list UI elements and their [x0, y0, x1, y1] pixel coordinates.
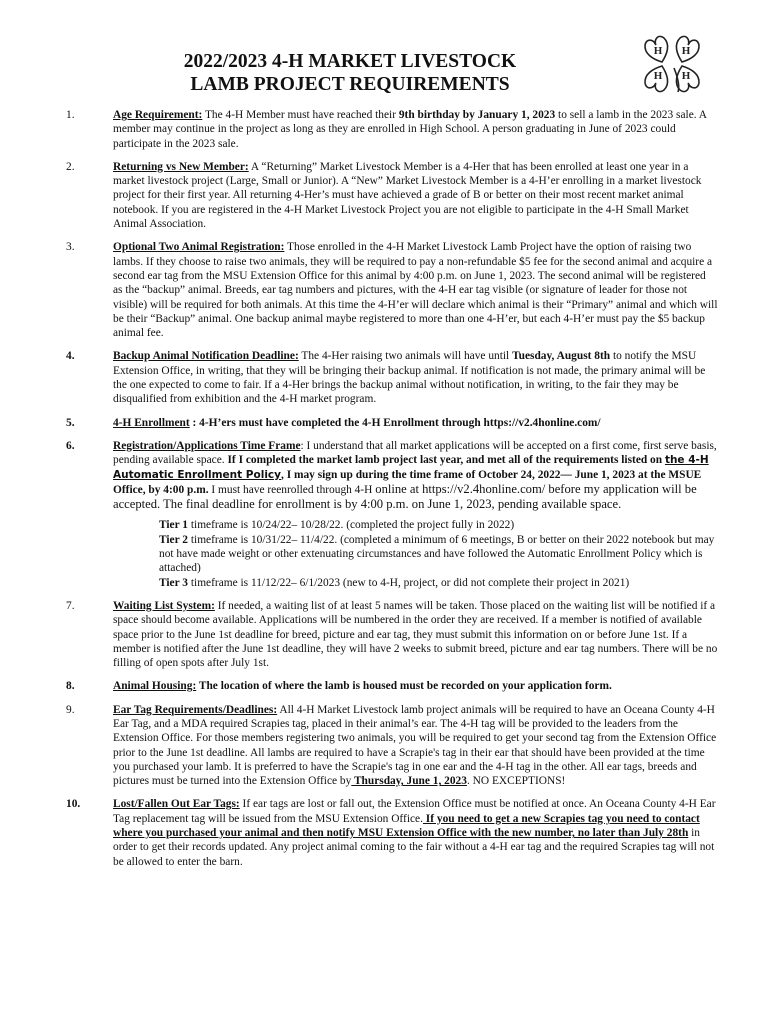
tier-1 — [159, 518, 718, 532]
tier-label: Tier 3 — [159, 576, 189, 589]
item-text-bold-underlined: If you need to get a new Scrapies tag you need to contact where you purchased your animal and then notify MSU Extension Office with the new number, no later than July 28th — [113, 812, 700, 840]
item-text: The 4-H Member must have reached their — [202, 109, 399, 121]
item-text: A “Returning” Market Livestock Member is a 4-Her that has been enrolled at least one year in a market livestock project (Large, Small or Junior). A “New” Market Livestock Member is a 4-H’er enrolling in a market livestock project for their first year. All returning 4-Her’s must have achieved a grade of B or better on their most recent market animal notebook. If you are registered in the 4-H Market Livestock Project you are not eligible to participate in the 4-H Small Market Animal Association. — [113, 160, 702, 231]
item-heading: Optional Two Animal Registration: — [113, 241, 285, 254]
item-heading: Age Requirement: — [113, 109, 203, 121]
item-text-bold: : 4-H’ers must have completed the 4-H Enrollment through https://v2.4honline.com/ — [189, 416, 601, 429]
item-number: 3. — [66, 241, 75, 254]
item-text-bold: 9th birthday by January 1, 2023 — [398, 109, 556, 121]
item-text-bold: Tuesday, August 8th — [512, 350, 611, 363]
item-text: in order to get their records updated. Any project animal coming to the fair without a 4-H ear tag and the required Scrapies tag will not be allowed to enter the barn. — [113, 827, 715, 868]
item-text: Those enrolled in the 4-H Market Livestock Lamb Project have the option of raising two lambs. If they choose to raise two animals, they will be required to pay a non-refundable $5 fee for the second animal and acquire a second ear tag from the MSU Extension Office for this animal by 4:00 p.m. on June 1, 2023. The second animal will be registered as the “backup” animal. Breeds, ear tag numbers and pictures, with the 4-H ear tag visible (or signature of leader for those not visible) will be required for both animals. At this time the 4-H’er will declare which animal is their “Primary” animal and which will be their “Backup” animal. One backup animal maybe registered to more than one 4-H’er, but each 4-H’er must pay the $5 backup animal fee. — [113, 241, 718, 340]
item-number: 2. — [66, 160, 75, 173]
item-number: 9. — [66, 703, 75, 716]
tier-label: Tier 2 — [159, 533, 189, 546]
item-number: 6. — [66, 439, 75, 452]
item-text: to notify the MSU Extension Office, in writing, that they will be bringing their backup animal. If notification is not made, the primary animal will be the one expected to come to fair. If a 4-Her brings the backup animal without notification, in writing, to the fair they may be disqualified from exhibition and the 4-H market program. — [113, 350, 706, 406]
item-text: If ear tags are lost or fall out, the Extension Office must be notified at once. An Oceana County 4-H Ear Tag replacement tag will be issued from the MSU Extension Office. — [113, 798, 716, 825]
item-text: . NO EXCEPTIONS! — [466, 775, 566, 788]
tier-list — [159, 518, 718, 589]
item-text-bold: If I completed the market lamb project last year, and met all of the requirements listed on — [227, 454, 665, 467]
title-line-1: 2022/2023 4-H MARKET LIVESTOCK — [183, 51, 517, 72]
document-title — [150, 50, 550, 96]
item-number: 10. — [66, 798, 81, 811]
item-text-bold: , I may sign up during the time frame of October 24, 2022— June 1, 2023 at the MSUE Office, by 4:00 p.m. — [113, 468, 702, 496]
requirement-item-2 — [66, 160, 718, 231]
requirement-item-4 — [66, 349, 718, 406]
item-text: : I understand that all market applications will be accepted on a first come, first serve basis, pending available space. — [113, 439, 717, 467]
clover-letter-4: H — [681, 70, 691, 82]
item-text: If needed, a waiting list of at least 5 names will be taken. Those placed on the waiting list will be notified if a space should become available. Applications will be numbered in the order they are received. If a member is notified of available space prior to the June 1st deadline for breed, picture and ear tag, they must submit this information on or before June 1st. If a member is notified after the June 1st deadline, they will have 2 weeks to submit breed, picture and ear tag numbers. There will be no filling of open spots after July 1st. — [113, 599, 718, 670]
item-number: 7. — [66, 599, 75, 612]
item-number: 4. — [66, 350, 75, 363]
requirement-item-6 — [66, 439, 718, 590]
requirement-item-10 — [66, 797, 718, 868]
item-heading: Registration/Applications Time Frame — [113, 439, 301, 452]
item-text: to sell a lamb in the 2023 sale. A member may continue in the project as long as they are enrolled in High School. A person graduating in June of 2023 could participate in the 2023 sale. — [113, 109, 707, 150]
requirement-item-1 — [66, 108, 718, 151]
item-number: 8. — [66, 680, 75, 693]
item-heading: 4-H Enrollment — [113, 416, 190, 429]
tier-text: timeframe is 10/31/22– 11/4/22. (completed a minimum of 6 meetings, B or better on their 2022 notebook but may not have made weight or other extenuating circumstances and have followed the Automatic Enrollment Policy which is attached) — [159, 533, 715, 575]
requirement-item-5 — [66, 416, 718, 430]
requirement-item-7 — [66, 599, 718, 670]
item-number: 1. — [66, 109, 75, 121]
clover-letter-2: H — [681, 45, 691, 57]
automatic-enrollment-policy-link[interactable]: the 4-H Automatic Enrollment Policy — [113, 454, 709, 481]
item-heading: Lost/Fallen Out Ear Tags: — [113, 798, 240, 811]
item-heading: Ear Tag Requirements/Deadlines: — [113, 703, 278, 716]
item-number: 5. — [66, 416, 75, 429]
requirement-item-3 — [66, 240, 718, 340]
item-text: I must have reenrolled through 4-H — [208, 483, 373, 496]
requirement-item-9 — [66, 703, 718, 789]
requirement-item-8 — [66, 679, 718, 693]
tier-label: Tier 1 — [159, 519, 189, 532]
item-text-bold-underlined: Thursday, June 1, 2023 — [351, 775, 467, 788]
item-heading: Waiting List System: — [113, 599, 215, 612]
item-heading: Backup Animal Notification Deadline: — [113, 350, 299, 363]
tier-text: timeframe is 10/24/22– 10/28/22. (completed the project fully in 2022) — [188, 519, 515, 532]
4-h-clover-icon — [634, 34, 710, 94]
requirements-list — [66, 108, 718, 878]
item-text-bold: The location of where the lamb is housed must be recorded on your application form. — [196, 680, 612, 693]
tier-text: timeframe is 11/12/22– 6/1/2023 (new to 4-H, project, or did not complete their project in 2021) — [188, 576, 630, 589]
title-line-2: LAMB PROJECT REQUIREMENTS — [190, 74, 510, 95]
item-text: All 4-H Market Livestock lamb project animals will be required to have an Oceana County 4-H Ear Tag, and a MDA required Scrapies tag, placed in their animal’s ear. The 4-H tag will be provided to the leaders from the Extension Office. For those members registering two animals, you will be required to get your second tag from the Extension Office prior to the June 1st deadline. All lambs are required to have a Scrapie's tag in their ear that should have been provided at the time you purchased your lamb. It is preferred to have the Scrapie's tag in one ear and the 4-H tag in the other. All ear tags, breeds and pictures must be turned into the Extension Office by — [113, 703, 717, 788]
item-heading: Animal Housing: — [113, 680, 197, 693]
tier-3 — [159, 576, 718, 590]
item-heading: Returning vs New Member: — [113, 160, 249, 173]
item-text-large: online at https://v2.4honline.com/ before my application will be accepted. The final deadline for enrollment is by 4:00 p.m. on June 1, 2023, pending available space. — [113, 481, 697, 512]
tier-2 — [159, 533, 718, 576]
clover-letter-3: H — [653, 70, 663, 82]
clover-letter-1: H — [653, 45, 663, 57]
item-text: The 4-Her raising two animals will have until — [298, 350, 513, 363]
